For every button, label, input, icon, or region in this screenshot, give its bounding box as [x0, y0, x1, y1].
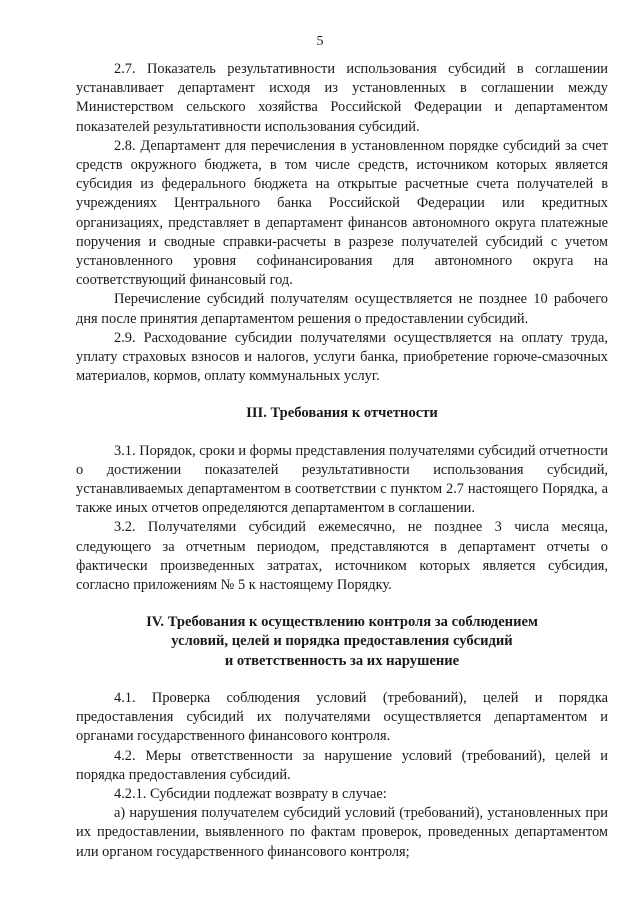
section-4-heading	[76, 613, 608, 671]
spacer	[76, 671, 608, 689]
page-number: 5	[316, 34, 324, 49]
section-3-heading: III. Требования к отчетности	[246, 405, 438, 422]
section-4-heading-line: условий, целей и порядка предоставления субсидий	[171, 633, 513, 650]
section-4-heading-line: IV. Требования к осуществлению контроля за соблюдением	[146, 614, 538, 631]
paragraph-3-2: 3.2. Получателями субсидий ежемесячно, не позднее 3 числа месяца, следующего за отчетным периодом, представляются в департамент отчеты о фактически произведенных затратах, источником которых является субсидия, согласно приложениям № 5 к настоящему Порядку.	[76, 519, 608, 594]
paragraph-3-1: 3.1. Порядок, сроки и формы представления получателями субсидий отчетности о достижении показателей результативности использования субсидий, устанавливаемых департаментом в соответствии с пунктом 2.7 настоящего Порядка, а также иных отчетов определяются департаментом в соглашении.	[76, 442, 608, 517]
spacer	[76, 386, 608, 404]
paragraph-4-2-1: 4.2.1. Субсидии подлежат возврату в случае:	[114, 785, 387, 802]
paragraph-4-2: 4.2. Меры ответственности за нарушение условий (требований), целей и порядка предоставления субсидий.	[76, 747, 608, 783]
paragraph-4-1: 4.1. Проверка соблюдения условий (требований), целей и порядка предоставления субсидий их получателями осуществляется департаментом и органами государственного финансового контроля.	[76, 689, 608, 745]
paragraph-2-7: 2.7. Показатель результативности использования субсидий в соглашении устанавливает департамент исходя из установленных в соглашении между Министерством сельского хозяйства Российской Федерации и департаментом показателей результативности использования субсидий.	[76, 61, 608, 135]
spacer	[76, 424, 608, 442]
document-body	[76, 60, 608, 862]
paragraph-4-2-1-a: а) нарушения получателем субсидий условий (требований), установленных при их предоставлении, выявленного по фактам проверок, проведенных департаментом или органом государственного финансового контроля;	[76, 805, 608, 860]
paragraph-2-9: 2.9. Расходование субсидии получателями осуществляется на оплату труда, уплату страховых взносов и налогов, услуги банка, приобретение горюче-смазочных материалов, кормов, оплату коммунальных услуг.	[76, 329, 608, 385]
spacer	[76, 595, 608, 613]
paragraph-transfer-deadline: Перечисление субсидий получателям осуществляется не позднее 10 рабочего дня после принятия департаментом решения о предоставлении субсидий.	[76, 291, 608, 327]
section-4-heading-line: и ответственность за их нарушение	[224, 652, 460, 669]
paragraph-2-8: 2.8. Департамент для перечисления в установленном порядке субсидий за счет средств окружного бюджета, в том числе средств, источником которых является субсидия из федерального бюджета на открытые расчетные счета получателей в учреждениях Центрального банка Российской Федерации или кредитных организациях, представляет в департамент финансов автономного округа платежные поручения и сводные справки-расчеты в разрезе получателей субсидий с учетом установленного уровня софинансирования для автономного округа на соответствующий финансовый год.	[76, 137, 608, 289]
